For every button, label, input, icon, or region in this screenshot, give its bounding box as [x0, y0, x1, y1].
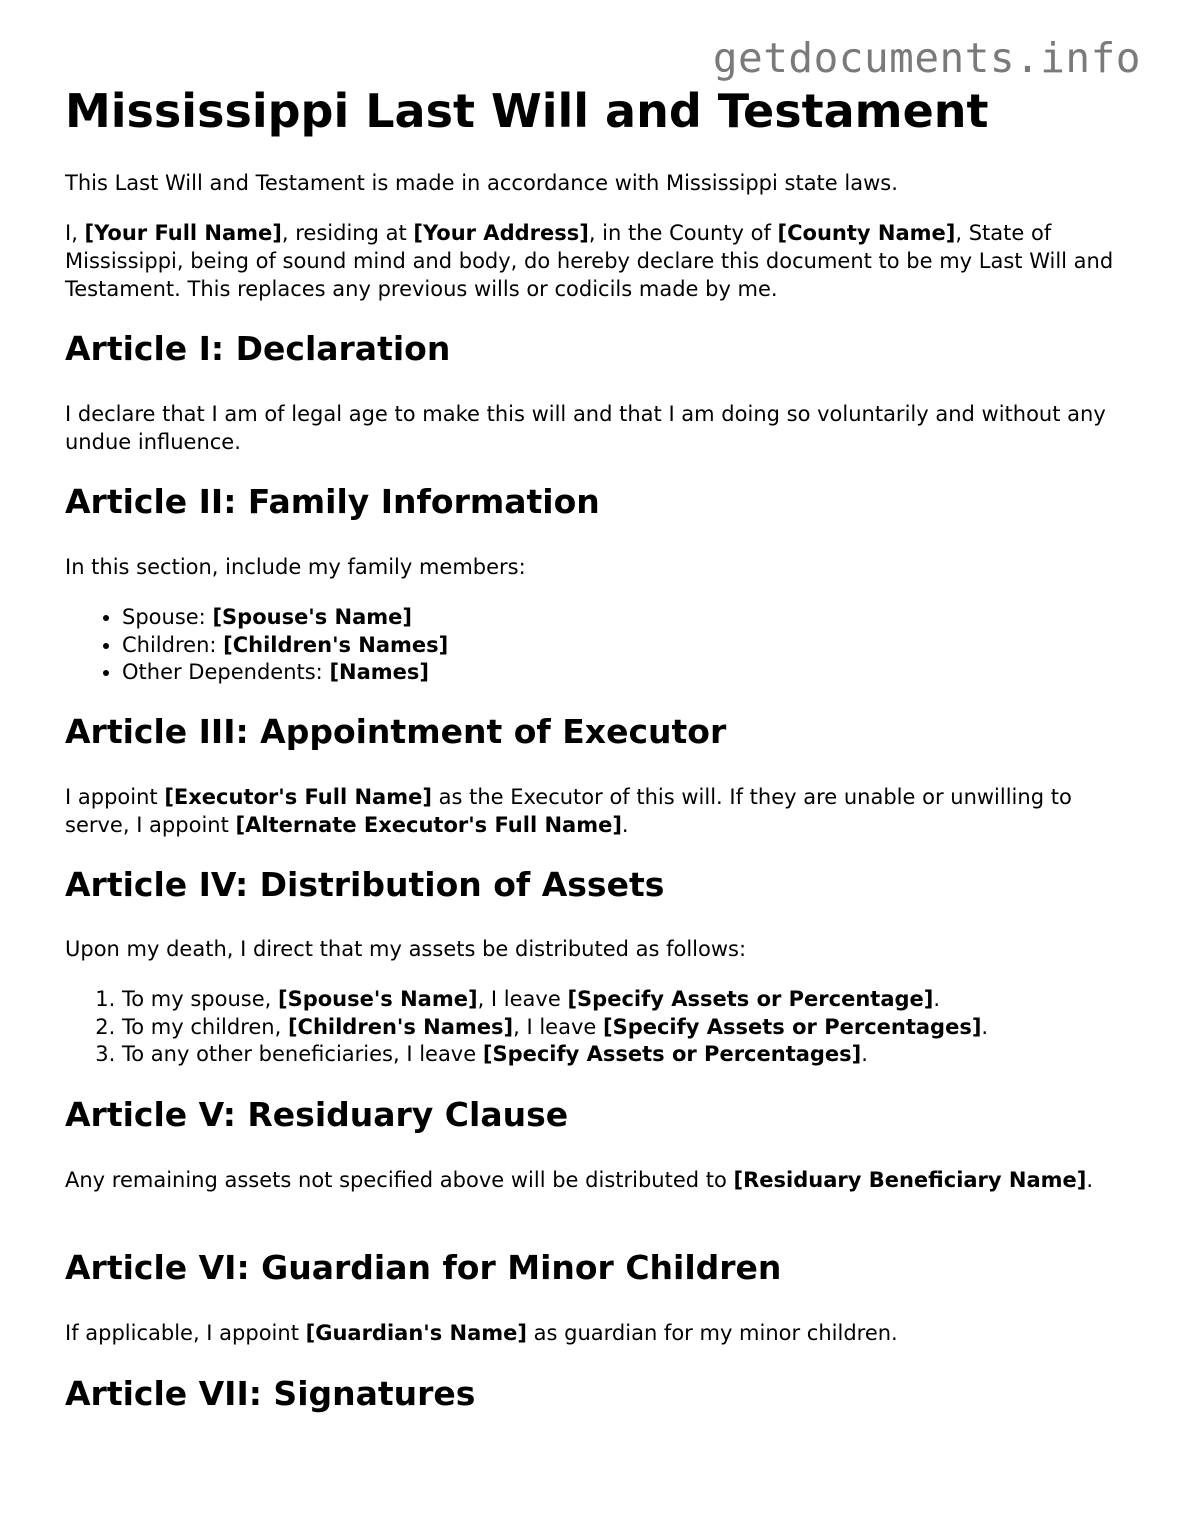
residuary-beneficiary-placeholder: [Residuary Beneficiary Name]	[733, 1168, 1087, 1192]
county-placeholder: [County Name]	[777, 221, 956, 245]
list-item: 3. To any other beneficiaries, I leave [Specify Assets or Percentages].	[122, 1041, 1122, 1069]
article-1-heading: Article I: Declaration	[65, 329, 451, 368]
article-6-text: If applicable, I appoint [Guardian's Name] as guardian for my minor children.	[65, 1321, 898, 1345]
article-5-heading: Article V: Residuary Clause	[65, 1095, 569, 1134]
list-item: • Other Dependents: [Names]	[122, 659, 1122, 687]
intro-paragraph: This Last Will and Testament is made in accordance with Mississippi state laws.	[65, 171, 898, 195]
family-list	[65, 604, 1122, 687]
article-2-heading: Article II: Family Information	[65, 482, 600, 521]
article-4-text: Upon my death, I direct that my assets be distributed as follows:	[65, 937, 747, 961]
article-5-text: Any remaining assets not specified above will be distributed to [Residuary Beneficiary Name].	[65, 1168, 1094, 1192]
guardian-placeholder: [Guardian's Name]	[305, 1321, 527, 1345]
address-placeholder: [Your Address]	[413, 221, 589, 245]
article-2-text: In this section, include my family members:	[65, 555, 526, 579]
distribution-list	[65, 986, 1122, 1069]
article-3-text: I appoint [Executor's Full Name] as the Executor of this will. If they are unable or unwilling to serve, I appoint [Alternate Executor's Full Name].	[65, 785, 1072, 837]
article-7-heading: Article VII: Signatures	[65, 1374, 476, 1413]
declaration-paragraph: I, [Your Full Name], residing at [Your Address], in the County of [County Name], State of Mississippi, being of sound mind and body, do hereby declare this document to be my Last Will and Testament. This replaces any previous wills or codicils made by me.	[65, 221, 1114, 301]
list-item: • Children: [Children's Names]	[122, 632, 1122, 660]
list-item: • Spouse: [Spouse's Name]	[122, 604, 1122, 632]
article-6-heading: Article VI: Guardian for Minor Children	[65, 1248, 782, 1287]
watermark: getdocuments.info	[712, 34, 1141, 82]
executor-placeholder: [Executor's Full Name]	[164, 785, 432, 809]
testator-name-placeholder: [Your Full Name]	[84, 221, 282, 245]
list-item: 2. To my children, [Children's Names], I leave [Specify Assets or Percentages].	[122, 1014, 1122, 1042]
article-3-heading: Article III: Appointment of Executor	[65, 712, 727, 751]
article-1-text: I declare that I am of legal age to make this will and that I am doing so voluntarily and without any undue influence.	[65, 402, 1106, 454]
article-4-heading: Article IV: Distribution of Assets	[65, 865, 665, 904]
alternate-executor-placeholder: [Alternate Executor's Full Name]	[235, 813, 622, 837]
document-title: Mississippi Last Will and Testament	[65, 84, 989, 138]
list-item: 1. To my spouse, [Spouse's Name], I leave [Specify Assets or Percentage].	[122, 986, 1122, 1014]
